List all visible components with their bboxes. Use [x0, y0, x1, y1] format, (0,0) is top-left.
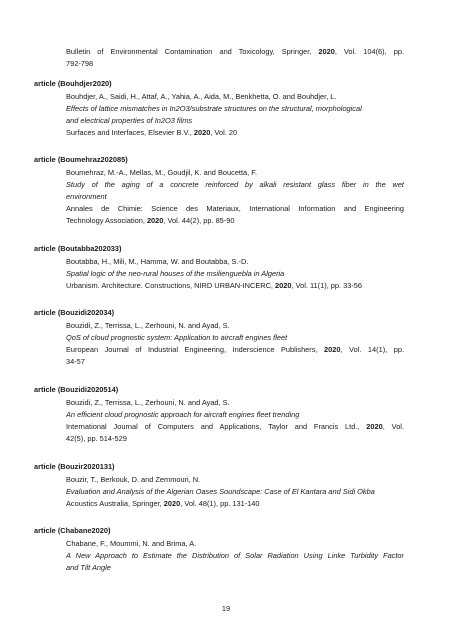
entry-source-cont: 42(5), pp. 514-529	[66, 434, 127, 443]
entry-source: Surfaces and Interfaces, Elsevier B.V., 2020, Vol. 20	[66, 128, 238, 137]
entry-title: An efficient cloud prognostic approach for aircraft engines fleet trending	[66, 410, 300, 419]
entry-authors: Bouzidi, Z., Terrissa, L., Zerhouni, N. and Ayad, S.	[66, 321, 230, 330]
entry-source-cont: Technology Association, 2020, Vol. 44(2), pp. 85-90	[66, 216, 235, 225]
entry-title: A New Approach to Estimate the Distribution of Solar Radiation Using Linke Turbidity Factor	[66, 551, 404, 560]
entry-authors: Bouzidi, Z., Terrissa, L., Zerhouni, N. and Ayad, S.	[66, 398, 230, 407]
continued-entry	[66, 46, 404, 70]
page-number: 19	[221, 604, 231, 613]
entry-authors: Bouhdjer, A., Saidi, H., Attaf, A., Yahia, A., Aida, M., Benkhetta, O. and Bouhdjer, L.	[66, 92, 337, 101]
entry-source: International Journal of Computers and Applications, Taylor and Francis Ltd., 2020, Vol.	[66, 422, 404, 431]
entry-title: Study of the aging of a concrete reinforced by alkali resistant glass fiber in the wet	[66, 180, 404, 189]
entry-key: article (Boutabba202033)	[34, 244, 122, 253]
entry-title: QoS of cloud prognostic system: Application to aircraft engines fleet	[66, 333, 288, 342]
entry-title: Evaluation and Analysis of the Algerian Oases Soundscape: Case of El Kantara and Sidi Okba	[66, 487, 375, 496]
entry-source: European Journal of Industrial Engineering, Inderscience Publishers, 2020, Vol. 14(1), pp.	[66, 345, 404, 354]
entry-source: Urbanism. Architecture. Constructions, NIRD URBAN-INCERC, 2020, Vol. 11(1), pp. 33-56	[66, 281, 363, 290]
bib-entry	[66, 397, 404, 445]
entry-title-cont: environment	[66, 192, 107, 201]
entry-key: article (Bouzidi2020514)	[34, 385, 119, 394]
entry-source: Acoustics Australia, Springer, 2020, Vol. 48(1), pp. 131-140	[66, 499, 260, 508]
bib-entry	[66, 91, 404, 139]
entry-title-cont: and Tilt Angle	[66, 563, 111, 572]
continued-source-line: Bulletin of Environmental Contamination and Toxicology, Springer, 2020, Vol. 104(6), pp.	[66, 47, 404, 56]
entry-key: article (Chabane2020)	[34, 526, 111, 535]
entry-authors: Bouzir, T., Berkouk, D. and Zemmouri, N.	[66, 475, 201, 484]
bib-entry	[66, 256, 404, 292]
entry-key: article (Boumehraz202085)	[34, 155, 128, 164]
bib-entry	[66, 474, 404, 510]
entry-key: article (Bouhdjer2020)	[34, 79, 112, 88]
entry-authors: Boumehraz, M.-A., Mellas, M., Goudjil, K. and Boucetta, F.	[66, 168, 258, 177]
continued-source-line-2: 792-798	[66, 59, 94, 68]
bib-entry	[66, 538, 404, 574]
entry-source-cont: 34-57	[66, 357, 85, 366]
entry-title: Spatial logic of the neo-rural houses of the msilienguebla in Algeria	[66, 269, 285, 278]
entry-source: Annales de Chimie: Science des Materiaux, International Information and Engineering	[66, 204, 404, 213]
entry-key: article (Bouzir2020131)	[34, 462, 115, 471]
bib-entry	[66, 167, 404, 227]
entry-authors: Chabane, F., Moummi, N. and Brima, A.	[66, 539, 197, 548]
entry-key: article (Bouzidi202034)	[34, 308, 115, 317]
entry-title-cont: and electrical properties of In2O3 films	[66, 116, 193, 125]
bib-entry	[66, 320, 404, 368]
entry-title: Effects of lattice mismatches in In2O3/substrate structures on the structural, morphological	[66, 104, 362, 113]
entry-authors: Boutabba, H., Mili, M., Hamma, W. and Boutabba, S.-D.	[66, 257, 249, 266]
